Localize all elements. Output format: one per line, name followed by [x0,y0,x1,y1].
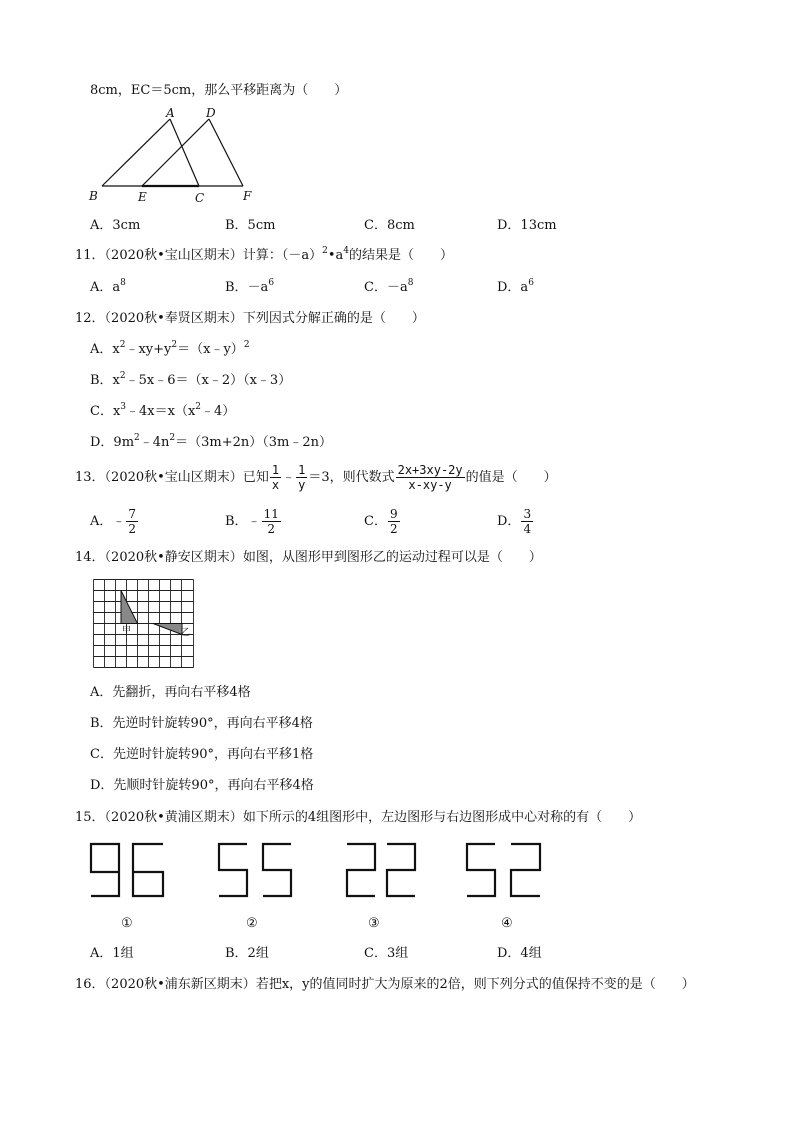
q15-option-c[interactable]: C．3组 [364,946,409,961]
q14-number: 14． [75,550,105,565]
q12-d-s1: 2 [134,433,140,443]
q14-stem [75,550,542,566]
q11-number: 11． [75,248,105,263]
q13-a-num: 7 [128,507,137,521]
label-a: A [166,106,175,120]
q12-d-p1: D．9m [90,435,135,450]
q16-source: （2020秋•浦东新区期末） [104,977,256,992]
q15-source: （2020秋•黄浦区期末） [104,810,243,825]
q13-minus: ﹣ [282,470,296,485]
q11-option-b[interactable] [225,280,274,296]
q10-tail-text: 8cm，EC＝5cm，那么平移距离为（ ） [90,83,348,98]
q13-c-num: 9 [389,507,398,521]
q11-mid: •a [327,248,344,263]
q15-option-a[interactable]: A．1组 [90,946,134,961]
q12-stem-text: 下列因式分解正确的是（ ） [242,311,425,326]
q13-d-den: 4 [523,522,532,536]
line-ba [102,119,170,186]
line-df [209,119,243,186]
q13-b-label: B． [225,514,248,529]
label-d: D [206,106,216,120]
q10-option-d[interactable]: D．13cm [497,218,557,233]
q13-frac-3 [396,463,465,492]
q12-option-d[interactable] [90,435,332,451]
q13-option-a[interactable] [90,504,139,540]
q12-d-p3: ＝（3m+2n）（3m﹣2n） [175,435,333,450]
q13-b-sign: ﹣ [247,514,261,529]
q13-stem-post: 的值是（ ） [465,470,557,485]
q11-option-b-sup: 6 [268,278,275,288]
q13-b-den: 2 [267,522,276,536]
q13-d-label: D． [497,514,521,529]
q16-number: 16． [75,977,105,992]
q13-frac-2 [296,463,307,492]
shape-yi [153,624,182,635]
q10-option-b[interactable]: B．5cm [225,218,276,233]
label-yi: 乙 [181,628,191,638]
q12-a-s3: 2 [243,340,250,350]
q13-source: （2020秋•宝山区期末） [104,470,243,485]
q15-marker-3: ③ [368,916,380,931]
q14-grid-figure [93,579,195,670]
digit-group-2 [219,844,291,896]
q12-a-p2: ﹣xy+y [125,342,172,357]
q10-option-a[interactable]: A．3cm [90,218,141,233]
q14-option-a[interactable]: A．先翻折，再向右平移4格 [90,685,251,700]
q13-d-frac [521,507,533,536]
q11-sup2: 4 [343,246,349,256]
q13-option-c[interactable] [364,504,401,540]
q13-option-d[interactable] [497,504,534,540]
q12-d-s2: 2 [169,433,176,443]
digit-group-1 [91,844,163,896]
q14-option-d[interactable]: D．先顺时针旋转90°，再向右平移4格 [90,778,314,793]
q15-stem-text: 如下所示的4组图形中，左边图形与右边图形成中心对称的有（ ） [242,810,642,825]
label-e: E [138,190,147,204]
q11-stem [75,248,453,264]
shape-jia [121,591,138,624]
digit-group-4 [467,844,540,896]
q12-option-b[interactable] [90,373,291,389]
q11-option-c[interactable] [364,280,413,296]
q11-stem-pre: 计算：（－a） [242,248,323,263]
q12-a-s2: 2 [171,340,178,350]
q15-digit-figures [85,838,555,908]
line-ed [142,119,209,186]
q13-a-sign: ﹣ [112,514,126,529]
q11-source: （2020秋•宝山区期末） [104,248,243,263]
q13-c-frac [388,507,400,536]
q11-option-d[interactable] [497,280,534,296]
q13-b-frac [262,507,281,536]
q13-frac-3-den: x-xy-y [408,478,452,492]
q13-frac-2-num: 1 [298,463,306,477]
q11-option-d-sup: 6 [528,278,534,288]
q15-marker-4: ④ [501,916,513,931]
q12-d-p2: ﹣4n [139,435,170,450]
q13-b-num: 11 [263,507,279,521]
q11-option-c-sup: 8 [407,278,414,288]
q12-c-p2: ﹣4x＝x（x [126,404,196,419]
q13-eq: ＝3，则代数式 [308,470,395,485]
q11-option-b-text: B．－a [225,280,269,295]
q13-option-b[interactable] [225,504,282,540]
q12-stem [75,311,425,327]
q13-frac-1-num: 1 [271,463,280,477]
q10-triangle-figure [84,102,274,208]
q13-a-frac [126,507,138,536]
q14-option-b[interactable]: B．先逆时针旋转90°，再向右平移4格 [90,716,313,731]
q13-stem-pre: 已知 [242,470,269,485]
q12-a-p3: ＝（x﹣y） [177,342,244,357]
q12-a-s1: 2 [119,340,126,350]
q15-option-b[interactable]: B．2组 [225,946,269,961]
q13-c-label: C． [364,514,387,529]
q16-stem [75,977,695,993]
digit-group-3 [347,844,415,896]
q12-number: 12． [75,311,105,326]
q13-frac-3-num: 2x+3xy-2y [397,463,463,477]
q16-stem-text: 若把x，y的值同时扩大为原来的2倍，则下列分式的值保持不变的是（ ） [255,977,695,992]
q13-d-num: 3 [523,507,532,521]
q12-b-p2: ﹣5x﹣6＝（x﹣2）（x﹣3） [125,373,292,388]
q11-option-a-sup: 8 [120,278,126,288]
q12-b-p1: B．x [90,373,120,388]
q12-c-p1: C．x [90,404,121,419]
q13-frac-2-den: y [298,478,306,492]
q11-option-d-text: D．a [497,280,529,295]
q13-a-label: A． [90,514,113,529]
q13-stem [75,460,557,496]
label-f: F [243,189,252,203]
q11-sup1: 2 [322,246,328,256]
q12-a-p1: A．x [90,342,120,357]
q13-a-den: 2 [128,522,137,536]
q12-source: （2020秋•奉贤区期末） [104,311,243,326]
q11-option-c-text: C．－a [364,280,408,295]
q13-frac-1-den: x [271,478,280,492]
q14-stem-text: 如图，从图形甲到图形乙的运动过程可以是（ ） [242,550,542,565]
q13-frac-1 [270,463,281,492]
q11-option-a[interactable] [90,280,126,296]
line-ac [170,119,199,186]
q14-option-c[interactable]: C．先逆时针旋转90°，再向右平移1格 [90,747,314,762]
q12-option-c[interactable] [90,404,235,420]
q15-option-d[interactable]: D．4组 [497,946,542,961]
q11-option-a-text: A．a [90,280,121,295]
q15-marker-2: ② [246,916,258,931]
q12-c-s1: 3 [120,402,127,412]
q15-stem [75,810,641,826]
q12-c-s2: 2 [195,402,202,412]
q10-option-c[interactable]: C．8cm [364,218,415,233]
q15-marker-1: ① [121,916,133,931]
q13-number: 13． [75,470,105,485]
q15-number: 15． [75,810,105,825]
q12-c-p3: ﹣4） [201,404,236,419]
q12-b-s1: 2 [119,371,126,381]
q14-source: （2020秋•静安区期末） [104,550,243,565]
label-b: B [89,189,98,203]
q11-stem-post: 的结果是（ ） [348,248,453,263]
q12-option-a[interactable] [90,342,250,358]
label-jia: 甲 [122,626,132,636]
q13-c-den: 2 [389,522,398,536]
label-c: C [195,191,205,205]
